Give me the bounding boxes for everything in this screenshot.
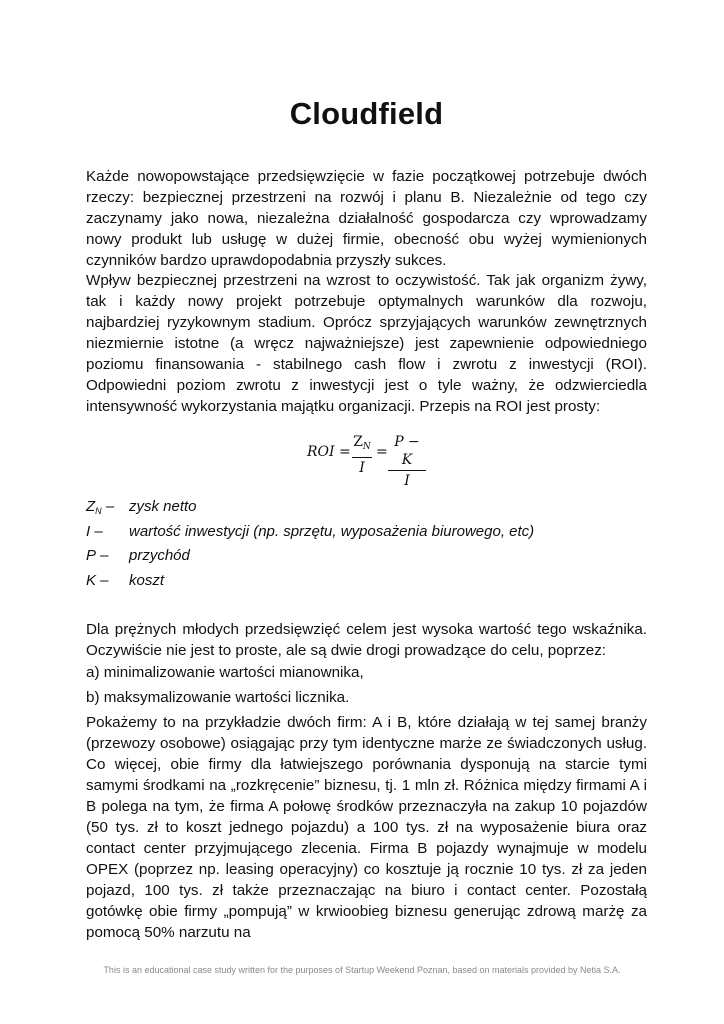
def-dash: – (101, 498, 115, 515)
definition-row (86, 498, 647, 523)
page-footer: This is an educational case study written for the purposes of Startup Weekend Poznan, based on materials provided by Netia S.A. (103, 965, 621, 975)
paragraph (86, 687, 647, 708)
def-symbol-sub: N (95, 506, 102, 516)
list-item-b: b) maksymalizowanie wartości licznika. (86, 689, 350, 706)
paragraph (86, 619, 647, 661)
definition-row (86, 547, 647, 572)
def-dash: – (96, 571, 109, 589)
def-symbol: I (86, 522, 91, 540)
paragraph (86, 662, 647, 683)
list-item-a: a) minimalizowanie wartości mianownika, (86, 664, 364, 681)
formula-num-2: P − K (394, 434, 420, 468)
def-symbol: K (86, 571, 97, 589)
def-text: zysk netto (129, 498, 197, 515)
def-symbol: Z (86, 498, 96, 515)
paragraph (86, 270, 647, 417)
formula-zn-sub: N (362, 442, 371, 452)
formula-lhs: ROI = (307, 444, 351, 460)
formula-zn: Z (353, 434, 363, 450)
paragraph (86, 712, 647, 943)
paragraph (86, 166, 647, 271)
definition-row (86, 523, 647, 548)
definitions-list (86, 498, 647, 596)
def-text: koszt (129, 571, 165, 589)
def-dash: – (96, 547, 109, 564)
def-symbol: P (86, 547, 97, 564)
def-text: przychód (129, 547, 190, 564)
def-dash: – (90, 522, 103, 540)
formula-den-1: I (359, 460, 365, 476)
formula-den-2: I (404, 473, 410, 489)
roi-formula (86, 430, 647, 489)
def-text: wartość inwestycji (np. sprzętu, wyposażenia biurowego, etc) (129, 522, 535, 540)
page-title: Cloudfield (289, 96, 444, 131)
paragraph-goal: Dla prężnych młodych przedsięwzięć celem jest wysoka wartość tego wskaźnika. Oczywiście nie jest to proste, ale są dwie drogi prowadzące do celu, poprzez: (86, 621, 647, 659)
formula-fraction-1 (352, 433, 372, 477)
paragraph-roi: Wpływ bezpiecznej przestrzeni na wzrost to oczywistość. Tak jak organizm żywy, tak i każdy nowy projekt potrzebuje optymalnych warunków dla rozwoju, najbardziej ryzykownym stadium. Oprócz sprzyjających warunków zewnętrznych niezmiernie istotne (a wręcz najważniejsze) jest zapewnienie odpowiedniego poziomu finansowania - stabilnego cash flow i zwrotu z inwestycji (ROI). Odpowiedni poziom zwrotu z inwestycji jest o tyle ważny, że odzwierciedla intensywność wykorzystania majątku organizacji. Przepis na ROI jest prosty: (86, 272, 647, 415)
paragraph-example: Pokażemy to na przykładzie dwóch firm: A i B, które działają w tej samej branży (przewozy osobowe) osiągając przy tym identyczne marże ze świadczonych usług. Co więcej, obie firmy dla łatwiejszego porównania dysponują na starcie tymi samymi środkami na „rozkręcenie” biznesu, tj. 1 mln zł. Różnica między firmami A i B polega na tym, że firma A połowę środków przeznaczyła na zakup 10 pojazdów (50 tys. zł to koszt jednego pojazdu) a 100 tys. zł na wyposażenie biura oraz contact center przyjmującego zlecenia. Firma B pojazdy wynajmuje w modelu OPEX (poprzez np. leasing operacyjny) co kosztuje ją rocznie 10 tys. zł za jeden pojazd, 100 tys. zł także przeznaczając na biuro i contact center. Pozostałą gotówkę obie firmy „pompują” w krwioobieg biznesu generując zdrową marżę za pomocą 50% narzutu na (86, 714, 647, 941)
paragraph-intro: Każde nowopowstające przedsięwzięcie w fazie początkowej potrzebuje dwóch rzeczy: bezpiecznej przestrzeni na rozwój i planu B. Niezależnie od tego czy zaczynamy jako nowa, niezależna działalność gospodarcza czy wprowadzamy nowy produkt lub usługę w dużej firmie, obecność obu wyżej wymienionych czynników bardzo uprawdopodabnia przyszły sukces. (86, 168, 647, 269)
formula-fraction-2 (388, 433, 426, 490)
definition-row (86, 572, 647, 597)
formula-equals: = (376, 444, 388, 460)
